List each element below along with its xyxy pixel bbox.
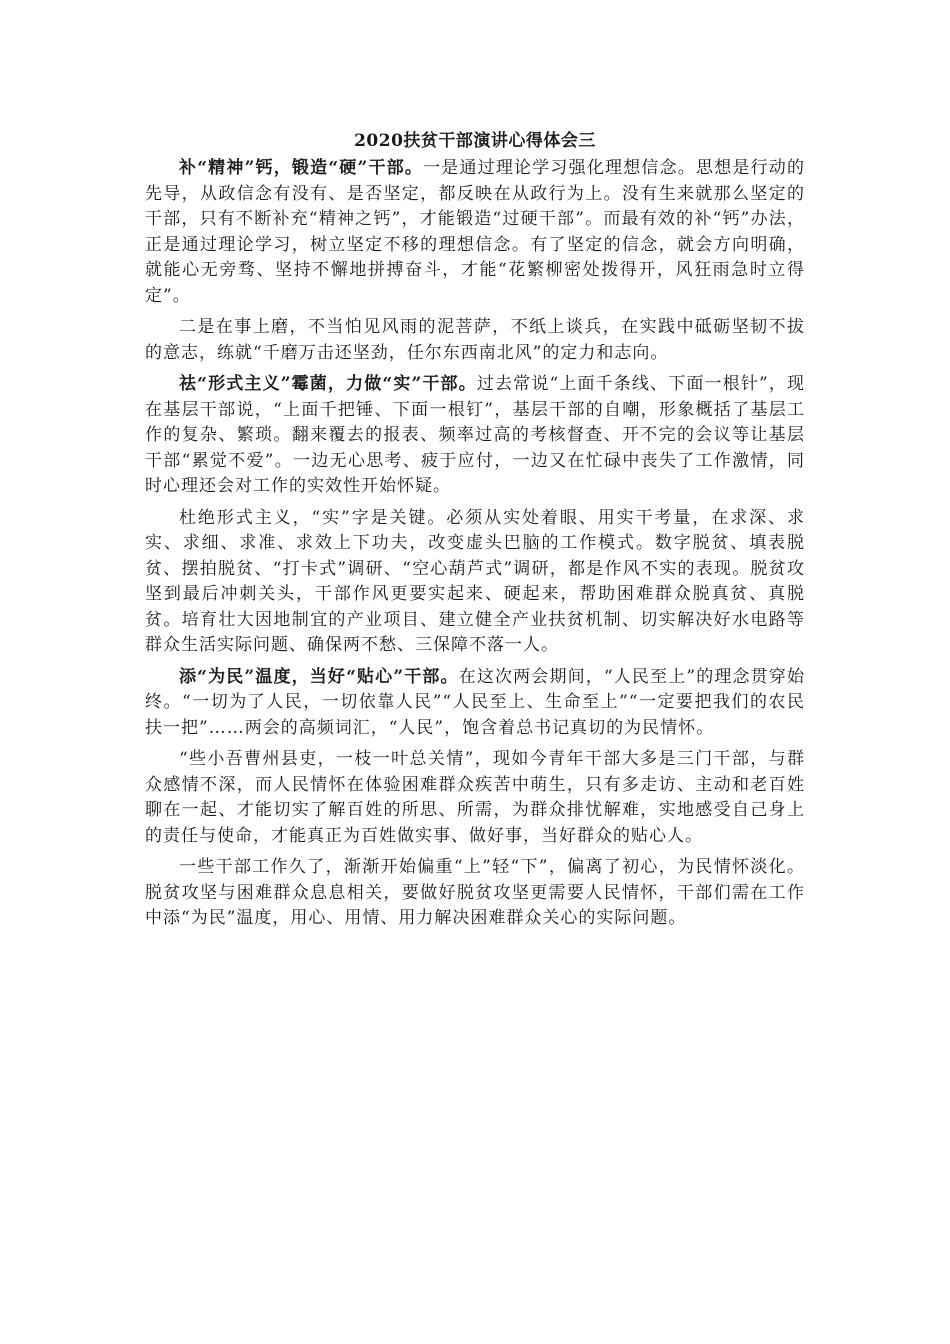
paragraph-7-text: 一些干部工作久了，渐渐开始偏重“上”轻“下”，偏离了初心，为民情怀淡化。脱贫攻坚与困难群众息息相关，要做好脱贫攻坚更需要人民情怀，干部们需在工作中添“为民”温度，用心、用情、用力解决困难群众关心的实际问题。 bbox=[145, 857, 805, 928]
paragraph-6-text: “些小吾曹州县吏，一枝一叶总关情”，现如今青年干部大多是三门干部，与群众感情不深，而人民情怀在体验困难群众疾苦中萌生，只有多走访、主动和老百姓聊在一起、才能切实了解百姓的所思、所需，为群众排忧解难，实地感受自己身上的责任与使命，才能真正为百姓做实事、做好事，当好群众的贴心人。 bbox=[145, 749, 805, 846]
paragraph-1-lead: 补“精神”钙，锻造“硬”干部。 bbox=[179, 158, 424, 178]
paragraph-3 bbox=[145, 372, 805, 500]
paragraph-1 bbox=[145, 156, 805, 309]
paragraph-3-text: 过去常说“上面千条线、下面一根针”，现在基层干部说，“上面千把锤、下面一根钉”，基层干部的自嘲，形象概括了基层工作的复杂、繁琐。翻来覆去的报表、频率过高的考核督查、开不完的会议等让基层干部“累觉不爱”。一边无心思考、疲于应付，一边又在忙碌中丧失了工作激情，同时心理还会对工作的实效性开始怀疑。 bbox=[145, 374, 805, 496]
paragraph-3-lead: 祛“形式主义”霉菌，力做“实”干部。 bbox=[179, 374, 477, 394]
paragraph-4-text: 杜绝形式主义，“实”字是关键。必须从实处着眼、用实干考量，在求深、求实、求细、求准、求效上下功夫，改变虚头巴脑的工作模式。数字脱贫、填表脱贫、摆拍脱贫、“打卡式”调研、“空心葫芦式”调研，都是作风不实的表现。脱贫攻坚到最后冲刺关头，干部作风更要实起来、硬起来，帮助困难群众脱真贫、真脱贫。培育壮大因地制宜的产业项目、建立健全产业扶贫机制、切实解决好水电路等群众生活实际问题、确保两不愁、三保障不落一人。 bbox=[145, 507, 805, 655]
paragraph-7 bbox=[145, 855, 805, 932]
paragraph-2 bbox=[145, 315, 805, 366]
document-page bbox=[145, 128, 805, 938]
paragraph-5-lead: 添“为民”温度，当好“贴心”干部。 bbox=[179, 666, 459, 687]
paragraph-4 bbox=[145, 506, 805, 659]
paragraph-6 bbox=[145, 747, 805, 849]
paragraph-2-text: 二是在事上磨，不当怕见风雨的泥菩萨，不纸上谈兵，在实践中砥砺坚韧不拔的意志，练就“千磨万击还坚劲，任尔东西南北风”的定力和志向。 bbox=[145, 317, 805, 363]
document-title: 2020扶贫干部演讲心得体会三 bbox=[354, 131, 596, 151]
paragraph-5 bbox=[145, 665, 805, 742]
paragraph-1-text: 一是通过理论学习强化理想信念。思想是行动的先导，从政信念有没有、是否坚定，都反映在从政行为上。没有生来就那么坚定的干部，只有不断补充“精神之钙”，才能锻造“过硬干部”。而最有效的补“钙”办法，正是通过理论学习，树立坚定不移的理想信念。有了坚定的信念，就会方向明确，就能心无旁骛、坚持不懈地拼搏奋斗，才能“花繁柳密处拨得开，风狂雨急时立得定”。 bbox=[145, 158, 805, 306]
paragraph-5-text: 在这次两会期间，“人民至上”的理念贯穿始终。“一切为了人民，一切依靠人民”“人民至上、生命至上”“一定要把我们的农民扶一把”……两会的高频词汇，“人民”，饱含着总书记真切的为民情怀。 bbox=[145, 666, 805, 738]
